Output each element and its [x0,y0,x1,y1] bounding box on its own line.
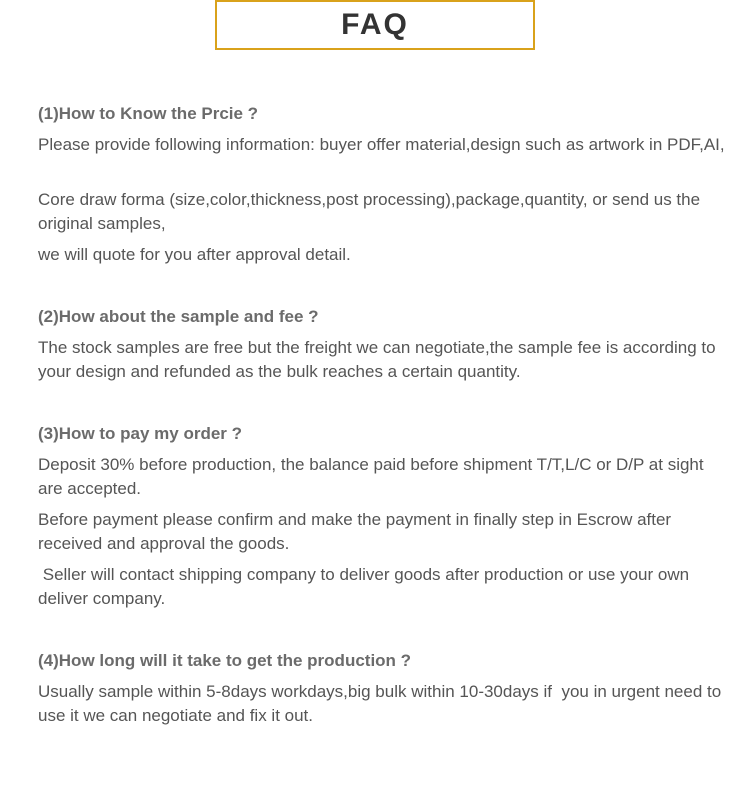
faq-question: (2)How about the sample and fee ? [38,307,319,326]
page-title: FAQ [341,8,409,41]
faq-answer: Core draw forma (size,color,thickness,post processing),package,quantity, or send us the original samples, [38,190,701,233]
faq-answer: Seller will contact shipping company to deliver goods after production or use your own deliver company. [38,565,694,608]
faq-answer: Before payment please confirm and make the payment in finally step in Escrow after received and approval the goods. [38,510,672,553]
faq-header-box [215,0,535,50]
faq-answer: we will quote for you after approval detail. [38,245,351,264]
faq-answer: Usually sample within 5-8days workdays,big bulk within 10-30days if you in urgent need to use it we can negotiate and fix it out. [38,682,726,725]
faq-question: (4)How long will it take to get the production ? [38,651,412,670]
faq-answer: The stock samples are free but the freight we can negotiate,the sample fee is according to your design and refunded as the bulk reaches a certain quantity. [38,338,716,381]
faq-question: (1)How to Know the Prcie ? [38,104,259,123]
faq-answer: Please provide following information: buyer offer material,design such as artwork in PDF,AI, [38,135,725,154]
faq-answer: Deposit 30% before production, the balance paid before shipment T/T,L/C or D/P at sight are accepted. [38,455,704,498]
faq-question: (3)How to pay my order ? [38,424,243,443]
